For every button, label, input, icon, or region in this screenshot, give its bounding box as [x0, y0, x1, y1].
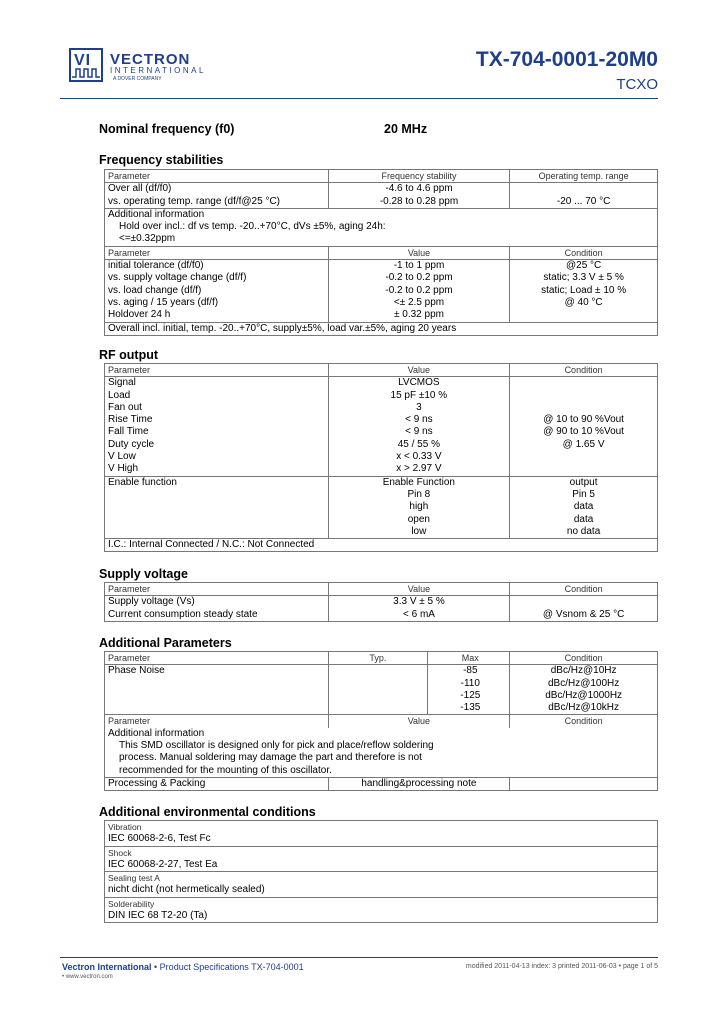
env-value: IEC 60068-2-6, Test Fc [105, 833, 658, 846]
section-title-frequency: Frequency stabilities [99, 153, 224, 167]
document-subtitle: TCXO [616, 76, 658, 93]
table-cell [510, 596, 658, 609]
table-cell: Signal [105, 377, 329, 390]
table-cell: dBc/Hz@1000Hz [510, 690, 658, 702]
table-cell: LVCMOS [328, 377, 510, 390]
table-row [105, 501, 658, 513]
table-row [105, 260, 658, 273]
table-row [105, 897, 658, 910]
table-cell: Current consumption steady state [105, 609, 329, 622]
table-row [105, 665, 658, 678]
table-cell: x > 2.97 V [328, 463, 510, 476]
table-cell: Duty cycle [105, 439, 329, 451]
table-row [105, 208, 658, 221]
table-cell: ± 0.32 ppm [328, 309, 509, 322]
table-row [105, 514, 658, 526]
table-row [105, 439, 658, 451]
section-title-supply-voltage: Supply voltage [99, 567, 188, 581]
table-row [105, 821, 658, 834]
column-header: Parameter [105, 364, 329, 377]
table-row [105, 539, 658, 552]
nominal-frequency-label: Nominal frequency (f0) [99, 122, 235, 136]
column-header: Typ. [328, 652, 428, 665]
table-cell [510, 377, 658, 390]
column-header: Parameter [105, 583, 329, 596]
table-row [105, 609, 658, 622]
column-header: Condition [510, 583, 658, 596]
column-header: Condition [510, 364, 658, 377]
brand-subtitle: INTERNATIONAL [110, 66, 206, 75]
holdover-note: Hold over incl.: df vs temp. -20..+70°C, dVs ±5%, aging 24h: [105, 221, 658, 233]
table-row [105, 859, 658, 872]
table-cell: dBc/Hz@10Hz [510, 665, 658, 678]
table-row [105, 426, 658, 438]
column-header: Parameter [105, 246, 329, 259]
table-cell: 15 pF ±10 % [328, 390, 510, 402]
table-cell: V High [105, 463, 329, 476]
section-title-rf-output: RF output [99, 348, 159, 362]
table-header-row [105, 170, 658, 183]
brand-name: VECTRON [110, 51, 191, 68]
table-cell: Fall Time [105, 426, 329, 438]
table-cell: @ 40 °C [510, 297, 658, 309]
table-cell: dBc/Hz@100Hz [510, 678, 658, 690]
table-row [105, 451, 658, 463]
table-row [105, 489, 658, 501]
column-header: Condition [510, 652, 658, 665]
footer-spec: • Product Specifications TX-704-0001 [151, 962, 304, 972]
table-row [105, 463, 658, 476]
footer-web: • www.vectron.com [62, 974, 113, 980]
table-cell: 45 / 55 % [328, 439, 510, 451]
table-cell: data [510, 501, 658, 513]
frequency-stability-table [104, 169, 658, 336]
table-cell [510, 463, 658, 476]
table-cell: < 9 ns [328, 414, 510, 426]
table-cell: vs. aging / 15 years (df/f) [105, 297, 329, 309]
table-cell: Enable Function [328, 476, 510, 489]
table-row [105, 702, 658, 715]
table-cell: <± 2.5 ppm [328, 297, 509, 309]
table-cell: -4.6 to 4.6 ppm [328, 183, 509, 196]
table-row [105, 678, 658, 690]
table-cell: Supply voltage (Vs) [105, 596, 329, 609]
table-row [105, 872, 658, 885]
footer-meta: modified 2011-04-13 index: 3 printed 2011-06-03 • page 1 of 5 [465, 963, 658, 970]
table-cell: 3 [328, 402, 510, 414]
table-cell: initial tolerance (df/f0) [105, 260, 329, 273]
env-value: IEC 60068-2-27, Test Ea [105, 859, 658, 872]
column-header: Value [328, 364, 510, 377]
table-cell: -135 [428, 702, 510, 715]
table-header-row [105, 583, 658, 596]
header-divider [60, 98, 658, 99]
table-row [105, 777, 658, 790]
supply-voltage-table [104, 582, 658, 622]
nominal-frequency-value: 20 MHz [384, 122, 428, 136]
column-header: Max [428, 652, 510, 665]
company-logo [69, 48, 103, 82]
table-row [105, 846, 658, 859]
table-row [105, 728, 658, 740]
section-title-additional-parameters: Additional Parameters [99, 636, 232, 650]
table-row [105, 910, 658, 923]
table-cell: Fan out [105, 402, 329, 414]
processing-label: Processing & Packing [105, 777, 329, 790]
table-row [105, 414, 658, 426]
table-cell [510, 183, 658, 196]
table-cell [510, 402, 658, 414]
table-cell: x < 0.33 V [328, 451, 510, 463]
column-header: Value [328, 246, 509, 259]
table-cell: @ Vsnom & 25 °C [510, 609, 658, 622]
soldering-note-line: process. Manual soldering may damage the part and therefore is not [105, 752, 658, 764]
table-cell: @ 1.65 V [510, 439, 658, 451]
soldering-note-line: recommended for the mounting of this oscillator. [105, 765, 658, 778]
footer-divider [60, 957, 658, 958]
column-header: Operating temp. range [510, 170, 658, 183]
table-row [105, 183, 658, 196]
section-title-environmental: Additional environmental conditions [99, 805, 316, 819]
environmental-table [104, 820, 658, 923]
column-header: Condition [510, 715, 658, 728]
rf-output-table [104, 363, 658, 552]
table-row [105, 690, 658, 702]
table-cell: vs. load change (df/f) [105, 285, 329, 297]
table-row [105, 285, 658, 297]
column-header: Condition [510, 246, 658, 259]
table-cell: static; Load ± 10 % [510, 285, 658, 297]
table-row [105, 740, 658, 752]
logo-wave-icon [72, 65, 100, 79]
table-row [105, 526, 658, 539]
table-cell: dBc/Hz@10kHz [510, 702, 658, 715]
table-cell: -110 [428, 678, 510, 690]
table-row [105, 309, 658, 322]
table-cell: -1 to 1 ppm [328, 260, 509, 273]
table-cell [510, 390, 658, 402]
table-row [105, 233, 658, 246]
brand-company: A DOVER COMPANY [113, 76, 162, 82]
table-cell: @ 90 to 10 %Vout [510, 426, 658, 438]
column-header: Value [328, 715, 510, 728]
env-value: DIN IEC 68 T2-20 (Ta) [105, 910, 658, 923]
additional-info-label: Additional information [105, 208, 658, 221]
table-cell: V Low [105, 451, 329, 463]
column-header: Parameter [105, 652, 329, 665]
table-cell: vs. operating temp. range (df/f@25 °C) [105, 196, 329, 209]
table-cell: -85 [428, 665, 510, 678]
table-cell: 3.3 V ± 5 % [328, 596, 510, 609]
table-cell [510, 309, 658, 322]
env-value: nicht dicht (not hermetically sealed) [105, 884, 658, 897]
column-header: Value [328, 583, 510, 596]
table-row [105, 476, 658, 489]
table-header-row [105, 364, 658, 377]
table-row [105, 221, 658, 233]
env-label: Shock [105, 846, 658, 859]
table-cell: @25 °C [510, 260, 658, 273]
enable-function-label: Enable function [105, 476, 329, 489]
column-header: Frequency stability [328, 170, 509, 183]
table-cell: -0.2 to 0.2 ppm [328, 285, 509, 297]
table-cell: output [510, 476, 658, 489]
footer-company: Vectron International [62, 962, 152, 972]
table-cell [510, 451, 658, 463]
table-header-row [105, 715, 658, 728]
table-row [105, 752, 658, 764]
table-row [105, 765, 658, 778]
logo-monogram: VI [74, 52, 92, 69]
table-cell: < 9 ns [328, 426, 510, 438]
table-cell: Over all (df/f0) [105, 183, 329, 196]
phase-noise-label: Phase Noise [105, 665, 329, 678]
table-cell: static; 3.3 V ± 5 % [510, 272, 658, 284]
connection-note: I.C.: Internal Connected / N.C.: Not Connected [105, 539, 658, 552]
table-row [105, 884, 658, 897]
table-cell: Pin 5 [510, 489, 658, 501]
additional-parameters-table [104, 651, 658, 791]
table-cell: vs. supply voltage change (df/f) [105, 272, 329, 284]
document-title: TX-704-0001-20M0 [475, 48, 658, 71]
table-cell: @ 10 to 90 %Vout [510, 414, 658, 426]
table-cell: -125 [428, 690, 510, 702]
table-cell: -0.28 to 0.28 ppm [328, 196, 509, 209]
footer-left [62, 962, 304, 972]
env-label: Sealing test A [105, 872, 658, 885]
table-header-row [105, 652, 658, 665]
table-row [105, 390, 658, 402]
table-row [105, 272, 658, 284]
table-row [105, 297, 658, 309]
table-cell: low [328, 526, 510, 539]
processing-value: handling&processing note [328, 777, 510, 790]
soldering-note-line: This SMD oscillator is designed only for pick and place/reflow soldering [105, 740, 658, 752]
table-cell: < 6 mA [328, 609, 510, 622]
table-cell: data [510, 514, 658, 526]
additional-info-label: Additional information [105, 728, 658, 740]
table-row [105, 596, 658, 609]
table-cell: Rise Time [105, 414, 329, 426]
table-cell: -0.2 to 0.2 ppm [328, 272, 509, 284]
table-cell: open [328, 514, 510, 526]
table-row [105, 322, 658, 335]
table-cell: Load [105, 390, 329, 402]
env-label: Solderability [105, 897, 658, 910]
table-row [105, 833, 658, 846]
table-cell: Pin 8 [328, 489, 510, 501]
overall-note: Overall incl. initial, temp. -20..+70°C, supply±5%, load var.±5%, aging 20 years [105, 322, 658, 335]
table-row [105, 196, 658, 209]
table-cell: no data [510, 526, 658, 539]
table-cell: -20 ... 70 °C [510, 196, 658, 209]
holdover-note-value: <=±0.32ppm [105, 233, 658, 246]
table-cell: Holdover 24 h [105, 309, 329, 322]
column-header: Parameter [105, 715, 329, 728]
column-header: Parameter [105, 170, 329, 183]
table-row [105, 402, 658, 414]
env-label: Vibration [105, 821, 658, 834]
table-cell: high [328, 501, 510, 513]
table-row [105, 377, 658, 390]
table-header-row [105, 246, 658, 259]
